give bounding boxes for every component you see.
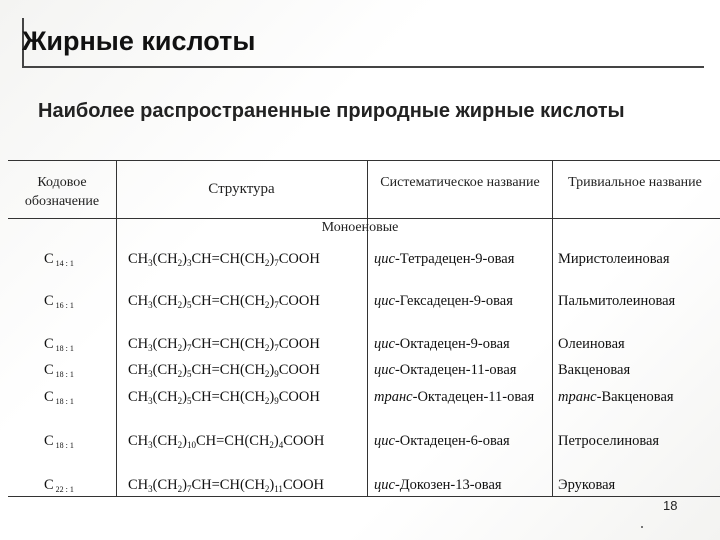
isomer-prefix: транс	[558, 389, 597, 405]
trivial-name-cell: транс-Вакценовая	[558, 389, 674, 405]
isomer-prefix: цис	[374, 293, 395, 309]
slide-subtitle: Наиболее распространенные природные жирные кислоты	[38, 100, 625, 122]
slide-title: Жирные кислоты	[22, 26, 256, 56]
code-subscript: 22 : 1	[53, 485, 74, 494]
trivial-name-cell: Олеиновая	[558, 336, 625, 352]
code-subscript: 18 : 1	[53, 344, 74, 353]
header-structure: Структура	[208, 181, 275, 197]
column-divider	[116, 160, 117, 496]
isomer-prefix: цис	[374, 362, 395, 378]
isomer-prefix: транс	[374, 389, 413, 405]
trivial-name-cell: Миристолеиновая	[558, 251, 670, 267]
isomer-prefix: цис	[374, 336, 395, 352]
header-systematic: Систематическое название	[380, 175, 540, 190]
isomer-prefix: цис	[374, 477, 395, 493]
structure-cell: $CH_3(CH_2)_5CH=CH(CH_2)_9COOH$	[128, 389, 320, 406]
structure-cell: $CH_3(CH_2)_3CH=CH(CH_2)_7COOH$	[128, 251, 320, 268]
structure-cell: $CH_3(CH_2)_5CH=CH(CH_2)_9COOH$	[128, 362, 320, 379]
systematic-name-cell: цис-Гексадецен-9-овая	[374, 293, 513, 309]
systematic-name-cell: цис-Октадецен-11-овая	[374, 362, 517, 378]
isomer-prefix: цис	[374, 433, 395, 449]
group-label: Моноеновые	[321, 220, 399, 235]
code-subscript: 16 : 1	[53, 301, 74, 310]
code-cell: C $_{16 : 1}$	[44, 293, 74, 310]
decorative-dot	[641, 526, 643, 528]
isomer-prefix: цис	[374, 251, 395, 267]
code-subscript: 18 : 1	[53, 441, 74, 450]
table-header-border	[8, 218, 720, 219]
structure-cell: $CH_3(CH_2)_7CH=CH(CH_2)_7COOH$	[128, 336, 320, 353]
code-subscript: 14 : 1	[53, 259, 74, 268]
structure-cell: $CH_3(CH_2)_{10}CH=CH(CH_2)_4COOH$	[128, 433, 325, 450]
trivial-name-cell: Эруковая	[558, 477, 616, 493]
code-cell: C $_{18 : 1}$	[44, 362, 74, 379]
column-divider	[367, 160, 368, 496]
column-divider	[552, 160, 553, 496]
code-cell: C $_{18 : 1}$	[44, 433, 74, 450]
code-cell: C $_{18 : 1}$	[44, 389, 74, 406]
structure-cell: $CH_3(CH_2)_7CH=CH(CH_2)_{11}COOH$	[128, 477, 325, 494]
header-code: Кодовое обозначение	[24, 175, 100, 209]
systematic-name-cell: цис-Тетрадецен-9-овая	[374, 251, 515, 267]
code-subscript: 18 : 1	[53, 370, 74, 379]
table-top-border	[8, 160, 720, 161]
systematic-name-cell: транс-Октадецен-11-овая	[374, 389, 535, 405]
code-subscript: 18 : 1	[53, 397, 74, 406]
code-cell: C $_{22 : 1}$	[44, 477, 74, 494]
systematic-name-cell: цис-Октадецен-6-овая	[374, 433, 510, 449]
trivial-name-cell: Вакценовая	[558, 362, 631, 378]
code-cell: C $_{18 : 1}$	[44, 336, 74, 353]
trivial-name-cell: Петроселиновая	[558, 433, 660, 449]
header-trivial: Тривиальное название	[568, 175, 702, 190]
systematic-name-cell: цис-Докозен-13-овая	[374, 477, 502, 493]
page-number: 18	[663, 498, 678, 513]
systematic-name-cell: цис-Октадецен-9-овая	[374, 336, 510, 352]
code-cell: C $_{14 : 1}$	[44, 251, 74, 268]
trivial-name-cell: Пальмитолеиновая	[558, 293, 676, 309]
table-bottom-border	[8, 496, 720, 497]
structure-cell: $CH_3(CH_2)_5CH=CH(CH_2)_7COOH$	[128, 293, 320, 310]
